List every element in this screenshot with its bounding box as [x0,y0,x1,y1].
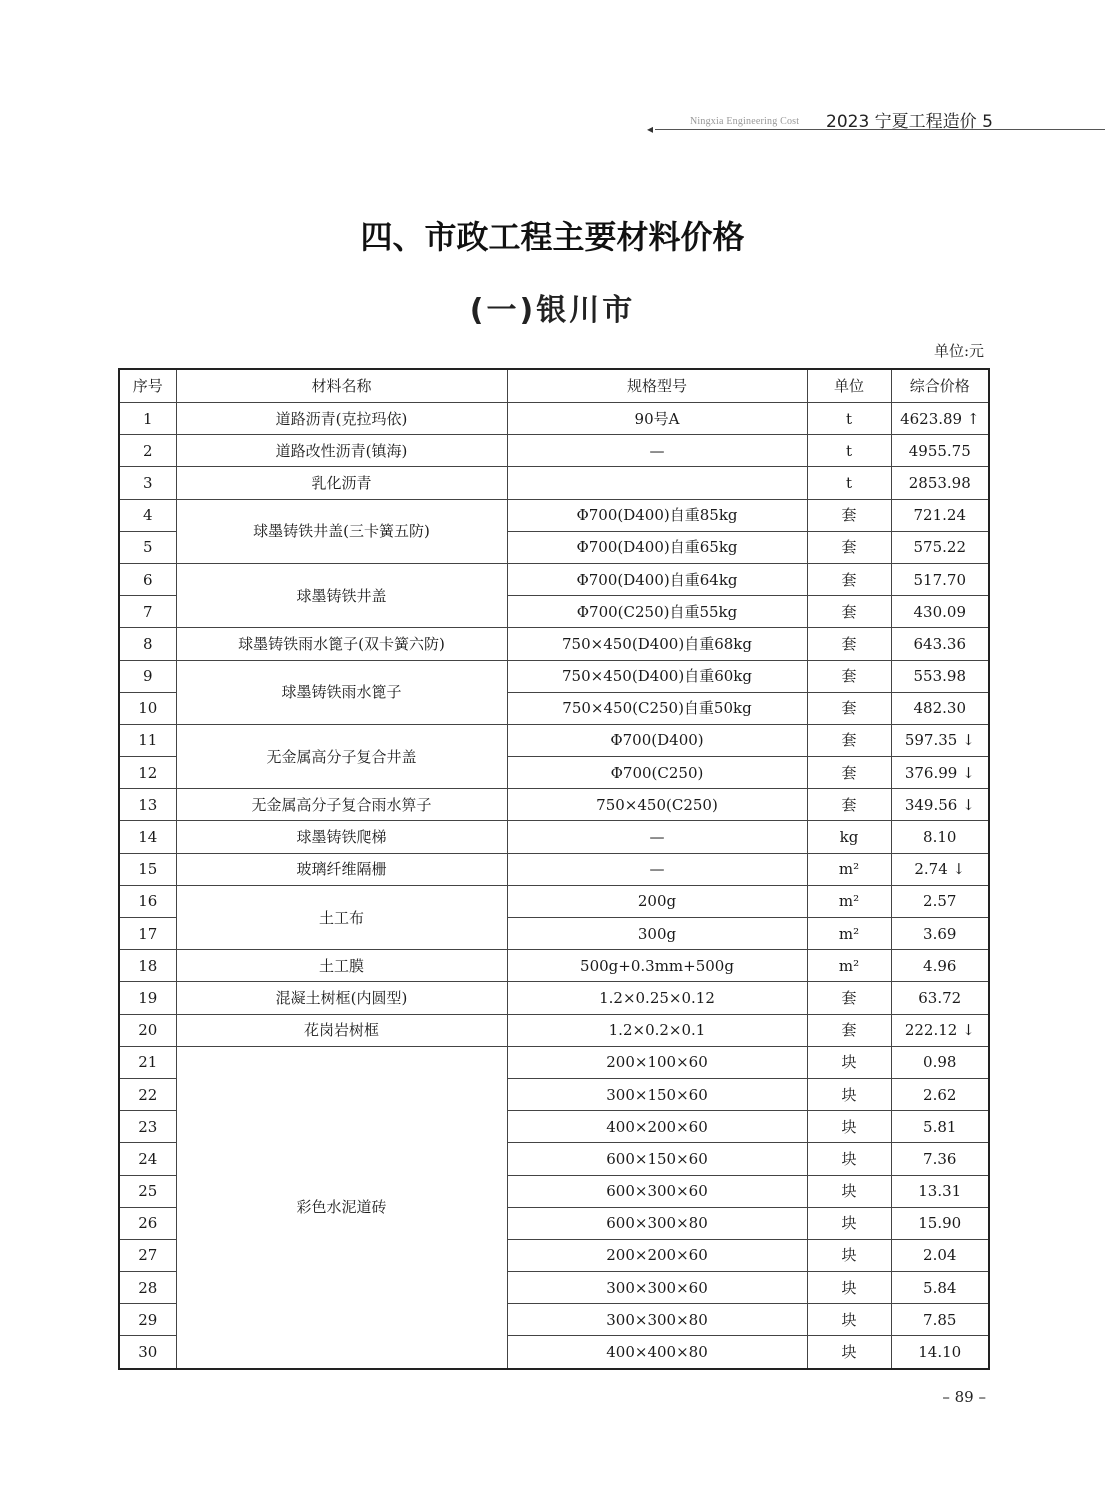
table-row [119,403,989,435]
cell-spec: 600×300×80 [507,1207,807,1239]
cell-price: 7.85 [891,1304,989,1336]
page-number: – 89 – [942,1388,986,1406]
cell-unit: t [807,467,891,499]
cell-price: 3.69 [891,918,989,950]
cell-unit: 套 [807,1014,891,1046]
cell-no: 24 [119,1143,176,1175]
cell-spec: 1.2×0.25×0.12 [507,982,807,1014]
cell-spec [507,467,807,499]
cell-unit: 块 [807,1111,891,1143]
cell-no: 20 [119,1014,176,1046]
cell-price: 643.36 [891,628,989,660]
cell-price: 597.35 ↓ [891,724,989,756]
cell-unit: 套 [807,692,891,724]
cell-price: 2.62 [891,1078,989,1110]
cell-price: 430.09 [891,596,989,628]
price-table [118,368,990,1370]
table-row [119,724,989,756]
cell-no: 27 [119,1239,176,1271]
cell-unit: m² [807,918,891,950]
table-row [119,950,989,982]
cell-spec: 300×300×80 [507,1304,807,1336]
section-subtitle: (一)银川市 [469,293,636,328]
cell-spec: Φ700(D400)自重64kg [507,563,807,595]
cell-no: 7 [119,596,176,628]
cell-no: 30 [119,1336,176,1369]
cell-name: 球墨铸铁雨水篦子(双卡簧六防) [176,628,507,660]
header-arrow-icon: ◂ [647,122,654,136]
cell-spec: 300×150×60 [507,1078,807,1110]
table-header-row [119,369,989,403]
cell-unit: 块 [807,1239,891,1271]
cell-spec: 300×300×60 [507,1272,807,1304]
cell-unit: 套 [807,660,891,692]
cell-no: 16 [119,885,176,917]
cell-price: 4623.89 ↑ [891,403,989,435]
table-row [119,563,989,595]
cell-spec: 500g+0.3mm+500g [507,950,807,982]
cell-unit: 套 [807,499,891,531]
unit-note: 单位:元 [933,342,984,360]
cell-price: 349.56 ↓ [891,789,989,821]
cell-unit: 块 [807,1336,891,1369]
header-chinese-title: 2023 宁夏工程造价 5 [826,112,993,132]
cell-no: 5 [119,531,176,563]
table-row [119,660,989,692]
cell-unit: 套 [807,789,891,821]
cell-name: 土工膜 [176,950,507,982]
cell-no: 17 [119,918,176,950]
cell-spec: 400×200×60 [507,1111,807,1143]
cell-no: 4 [119,499,176,531]
cell-unit: 套 [807,724,891,756]
table-body [119,403,989,1369]
cell-spec: 750×450(D400)自重60kg [507,660,807,692]
cell-spec: 600×300×60 [507,1175,807,1207]
cell-no: 2 [119,435,176,467]
cell-no: 25 [119,1175,176,1207]
cell-unit: 套 [807,531,891,563]
table-row [119,499,989,531]
cell-no: 29 [119,1304,176,1336]
cell-spec: 750×450(C250)自重50kg [507,692,807,724]
cell-spec: 300g [507,918,807,950]
cell-unit: kg [807,821,891,853]
cell-no: 14 [119,821,176,853]
header-price: 综合价格 [891,369,989,403]
cell-price: 517.70 [891,563,989,595]
cell-price: 5.84 [891,1272,989,1304]
cell-unit: 块 [807,1143,891,1175]
cell-spec: — [507,821,807,853]
cell-name: 无金属高分子复合雨水箅子 [176,789,507,821]
table-row [119,628,989,660]
cell-no: 9 [119,660,176,692]
cell-spec: 750×450(C250) [507,789,807,821]
cell-price: 63.72 [891,982,989,1014]
cell-no: 12 [119,757,176,789]
cell-spec: — [507,853,807,885]
table-row [119,853,989,885]
page-title: 四、市政工程主要材料价格 [360,218,745,256]
cell-no: 22 [119,1078,176,1110]
cell-unit: 套 [807,982,891,1014]
cell-unit: 套 [807,628,891,660]
cell-no: 28 [119,1272,176,1304]
cell-price: 222.12 ↓ [891,1014,989,1046]
cell-name: 土工布 [176,885,507,949]
cell-price: 7.36 [891,1143,989,1175]
cell-price: 14.10 [891,1336,989,1369]
cell-spec: Φ700(D400) [507,724,807,756]
cell-spec: Φ700(C250)自重55kg [507,596,807,628]
cell-name: 彩色水泥道砖 [176,1046,507,1368]
cell-spec: 1.2×0.2×0.1 [507,1014,807,1046]
cell-price: 482.30 [891,692,989,724]
cell-no: 11 [119,724,176,756]
table-row [119,885,989,917]
cell-name: 道路改性沥青(镇海) [176,435,507,467]
cell-no: 1 [119,403,176,435]
cell-unit: t [807,403,891,435]
table-row [119,1014,989,1046]
cell-unit: 块 [807,1046,891,1078]
cell-no: 21 [119,1046,176,1078]
cell-name: 花岗岩树框 [176,1014,507,1046]
cell-no: 19 [119,982,176,1014]
cell-price: 2.57 [891,885,989,917]
cell-price: 2.74 ↓ [891,853,989,885]
cell-unit: 块 [807,1175,891,1207]
cell-name: 玻璃纤维隔栅 [176,853,507,885]
cell-price: 376.99 ↓ [891,757,989,789]
cell-unit: t [807,435,891,467]
cell-price: 4.96 [891,950,989,982]
table-row [119,1046,989,1078]
cell-name: 道路沥青(克拉玛依) [176,403,507,435]
cell-price: 13.31 [891,1175,989,1207]
table-row [119,789,989,821]
cell-price: 2.04 [891,1239,989,1271]
cell-unit: 套 [807,757,891,789]
cell-price: 5.81 [891,1111,989,1143]
cell-price: 4955.75 [891,435,989,467]
cell-no: 15 [119,853,176,885]
cell-no: 18 [119,950,176,982]
table-row [119,982,989,1014]
cell-unit: m² [807,853,891,885]
cell-name: 球墨铸铁井盖(三卡簧五防) [176,499,507,563]
header-unit: 单位 [807,369,891,403]
cell-name: 混凝土树框(内圆型) [176,982,507,1014]
cell-price: 0.98 [891,1046,989,1078]
table-row [119,821,989,853]
cell-price: 15.90 [891,1207,989,1239]
cell-price: 575.22 [891,531,989,563]
cell-no: 10 [119,692,176,724]
cell-unit: 套 [807,563,891,595]
table-row [119,435,989,467]
cell-name: 乳化沥青 [176,467,507,499]
cell-spec: 600×150×60 [507,1143,807,1175]
header-english-title: Ningxia Engineering Cost [690,116,800,127]
cell-price: 721.24 [891,499,989,531]
cell-name: 球墨铸铁井盖 [176,563,507,627]
cell-name: 无金属高分子复合井盖 [176,724,507,788]
cell-spec: Φ700(D400)自重65kg [507,531,807,563]
cell-no: 8 [119,628,176,660]
cell-spec: 200×100×60 [507,1046,807,1078]
cell-price: 8.10 [891,821,989,853]
cell-spec: Φ700(C250) [507,757,807,789]
table-row [119,467,989,499]
cell-unit: 块 [807,1304,891,1336]
cell-spec: — [507,435,807,467]
cell-unit: 块 [807,1207,891,1239]
cell-no: 6 [119,563,176,595]
cell-name: 球墨铸铁爬梯 [176,821,507,853]
cell-no: 3 [119,467,176,499]
cell-spec: 200×200×60 [507,1239,807,1271]
cell-unit: 套 [807,596,891,628]
cell-price: 2853.98 [891,467,989,499]
cell-no: 26 [119,1207,176,1239]
cell-spec: Φ700(D400)自重85kg [507,499,807,531]
cell-unit: m² [807,950,891,982]
header-no: 序号 [119,369,176,403]
header-spec: 规格型号 [507,369,807,403]
header-name: 材料名称 [176,369,507,403]
cell-no: 23 [119,1111,176,1143]
cell-unit: m² [807,885,891,917]
cell-price: 553.98 [891,660,989,692]
cell-spec: 750×450(D400)自重68kg [507,628,807,660]
cell-spec: 400×400×80 [507,1336,807,1369]
cell-no: 13 [119,789,176,821]
cell-spec: 90号A [507,403,807,435]
cell-name: 球墨铸铁雨水篦子 [176,660,507,724]
cell-spec: 200g [507,885,807,917]
cell-unit: 块 [807,1078,891,1110]
cell-unit: 块 [807,1272,891,1304]
